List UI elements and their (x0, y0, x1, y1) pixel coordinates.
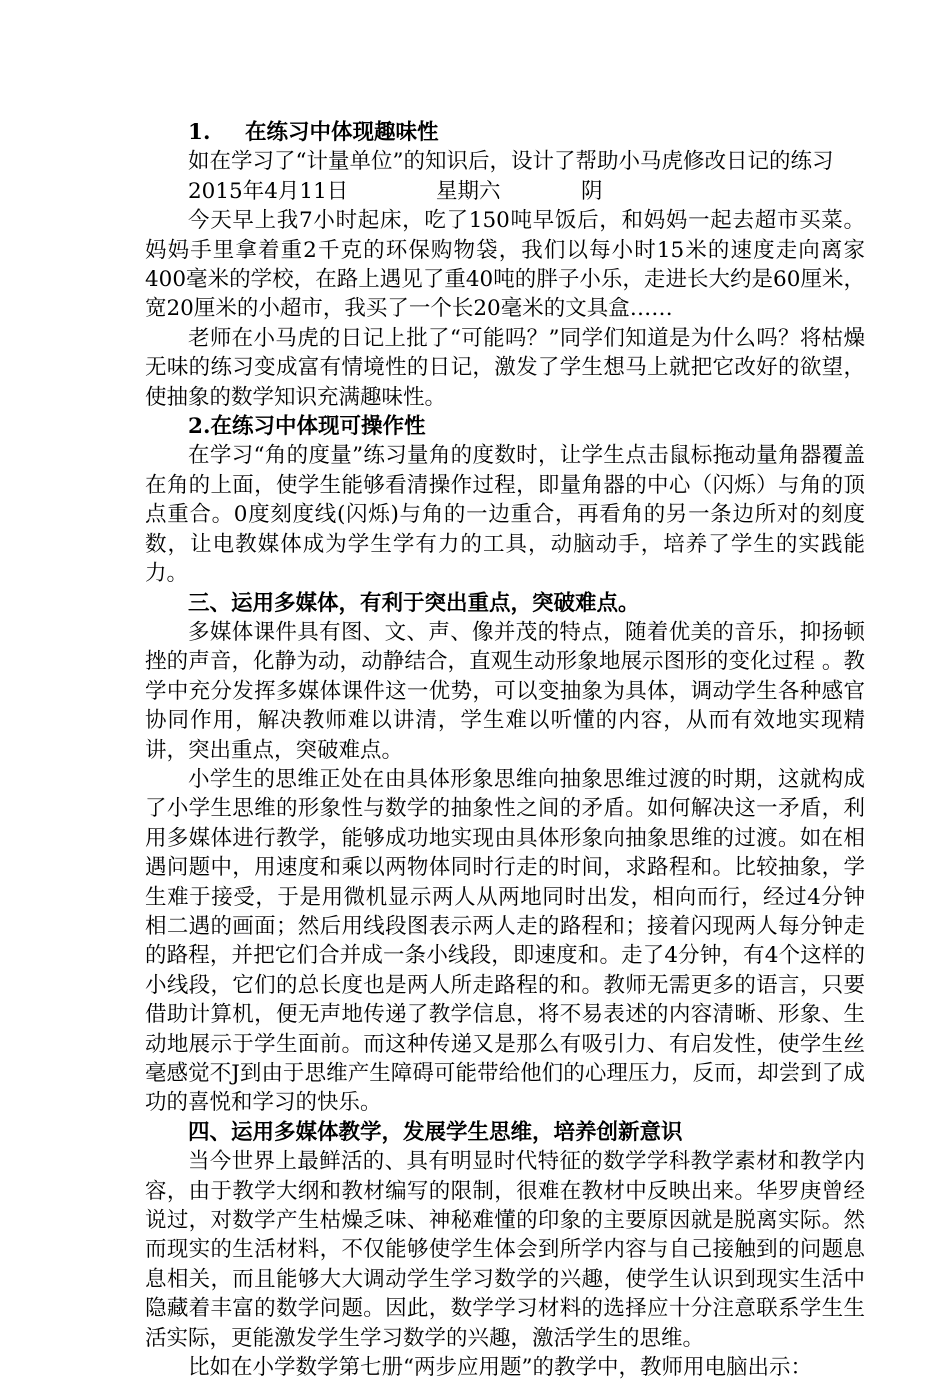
document-body (145, 118, 865, 1382)
section-heading-4: 四、运用多媒体教学，发展学生思维，培养创新意识 (188, 1119, 683, 1145)
diary-weekday: 星期六 (436, 178, 501, 204)
diary-header-line (145, 177, 865, 206)
paragraph-teacher-comment: 老师在小马虎的日记上批了“可能吗？”同学们知道是为什么吗？将枯燥无味的练习变成富有情境性的日记，激发了学生想马上就把它改好的欲望，使抽象的数学知识充满趣味性。 (145, 325, 865, 410)
section-heading-1 (145, 118, 865, 147)
heading-number: 1. (188, 120, 211, 145)
heading-title: 在练习中体现趣味性 (245, 120, 439, 145)
paragraph-intro: 如在学习了“计量单位”的知识后，设计了帮助小马虎修改日记的练习 (188, 149, 834, 175)
diary-date: 2015年4月11日 (188, 178, 349, 204)
paragraph-diary-entry: 今天早上我7小时起床，吃了150吨早饭后，和妈妈一起去超市买菜。妈妈手里拿着重2千克的环保购物袋，我们以每小时15米的速度走向离家400毫米的学校，在路上遇见了重40吨的胖子小乐，走进长大约是60厘米，宽20厘米的小超市，我买了一个长20毫米的文具盒…… (145, 208, 865, 322)
section-heading-3: 三、运用多媒体，有利于突出重点，突破难点。 (188, 590, 640, 616)
paragraph-example-intro: 比如在小学数学第七册“两步应用题”的教学中，教师用电脑出示： (188, 1355, 812, 1381)
diary-weather: 阴 (581, 178, 603, 204)
paragraph-angle-measure: 在学习“角的度量”练习量角的度数时，让学生点击鼠标拖动量角器覆盖在角的上面，使学生能够看清操作过程，即量角器的中心（闪烁）与角的顶点重合。0度刻度线(闪烁)与角的一边重合，再看角的另一条边所对的刻度数，让电教媒体成为学生学有力的工具，动脑动手，培养了学生的实践能力。 (145, 443, 865, 587)
paragraph-thinking-transition: 小学生的思维正处在由具体形象思维向抽象思维过渡的时期，这就构成了小学生思维的形象性与数学的抽象性之间的矛盾。如何解决这一矛盾，利用多媒体进行教学，能够成功地实现由具体形象向抽象思维的过渡。如在相遇问题中，用速度和乘以两物体同时行走的时间，求路程和。比较抽象，学生难于接受，于是用微机显示两人从两地同时出发，相向而行，经过4分钟相二遇的画面；然后用线段图表示两人走的路程和；接着闪现两人每分钟走的路程，并把它们合并成一条小线段，即速度和。走了4分钟，有4个这样的小线段，它们的总长度也是两人所走路程的和。教师无需更多的语言，只要借助计算机，便无声地传递了教学信息，将不易表述的内容清晰、形象、生动地展示于学生面前。而这种传递又是那么有吸引力、有启发性，使学生丝毫感觉不J到由于思维产生障碍可能带给他们的心理压力，反而，却尝到了成功的喜悦和学习的快乐。 (145, 766, 865, 1116)
section-heading-2: 2.在练习中体现可操作性 (188, 414, 426, 440)
paragraph-multimedia-features: 多媒体课件具有图、文、声、像并茂的特点，随着优美的音乐，抑扬顿挫的声音，化静为动，动静结合，直观生动形象地展示图形的变化过程 。教学中充分发挥多媒体课件这一优势，可以变抽象为具体，调动学生各种感官协同作用，解决教师难以讲清，学生难以听懂的内容，从而有效地实现精讲，突出重点，突破难点。 (145, 619, 865, 763)
paragraph-real-life-materials: 当今世界上最鲜活的、具有明显时代特征的数学学科教学素材和教学内容，由于教学大纲和教材编写的限制，很难在教材中反映出来。华罗庚曾经说过，对数学产生枯燥乏味、神秘难懂的印象的主要原因就是脱离实际。然而现实的生活材料，不仅能够使学生体会到所学内容与自己接触到的问题息息相关，而且能够大大调动学生学习数学的兴趣，使学生认识到现实生活中隐藏着丰富的数学问题。因此，数学学习材料的选择应十分注意联系学生生活实际，更能激发学生学习数学的兴趣，激活学生的思维。 (145, 1149, 865, 1351)
